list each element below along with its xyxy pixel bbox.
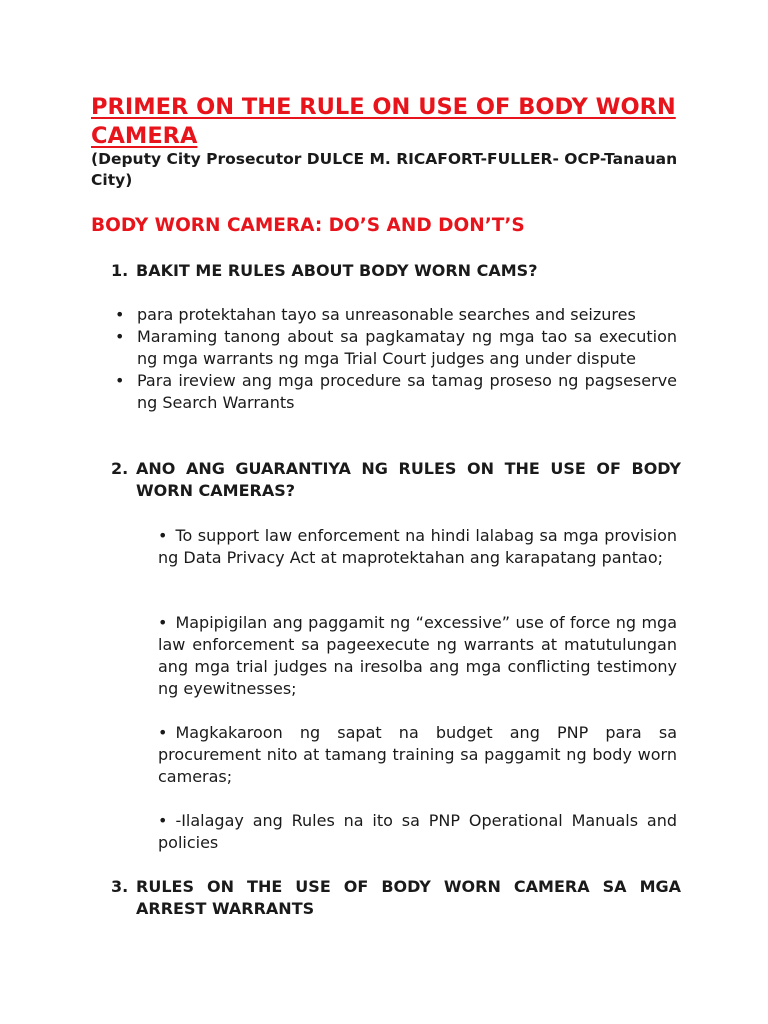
paragraph-text: Magkakaroon ng sapat na budget ang PNP para sa procurement nito at tamang training sa paggamit ng body worn cameras; <box>158 723 677 786</box>
bullet-icon: • <box>115 371 125 390</box>
question-number: 1. <box>111 261 129 280</box>
bullet-icon: • <box>115 305 125 324</box>
bullet-icon: • <box>158 613 168 632</box>
guarantee-paragraph <box>158 722 677 788</box>
bullet-item <box>114 304 677 326</box>
guarantee-paragraph <box>158 525 677 569</box>
bullet-icon: • <box>115 327 125 346</box>
bullet-text: para protektahan tayo sa unreasonable searches and seizures <box>137 305 636 324</box>
paragraph-text: To support law enforcement na hindi lalabag sa mga provision ng Data Privacy Act at maprotektahan ang karapatang pantao; <box>158 526 677 567</box>
bullet-icon: • <box>158 526 168 545</box>
guarantee-paragraph <box>158 612 677 700</box>
question-2-heading <box>111 458 681 502</box>
bullet-text: Para ireview ang mga procedure sa tamag proseso ng pagseserve ng Search Warrants <box>137 371 677 412</box>
document-subtitle: (Deputy City Prosecutor DULCE M. RICAFORT-FULLER- OCP-Tanauan City) <box>91 150 678 189</box>
question-number: 2. <box>111 459 129 478</box>
question-text: BAKIT ME RULES ABOUT BODY WORN CAMS? <box>136 261 538 280</box>
bullet-icon: • <box>158 723 168 742</box>
document-title: PRIMER ON THE RULE ON USE OF BODY WORN CAMERA <box>91 94 676 149</box>
question-1-bullet-list <box>114 304 677 414</box>
question-1-heading <box>111 260 681 282</box>
bullet-text: Maraming tanong about sa pagkamatay ng mga tao sa execution ng mga warrants ng mga Trial Court judges ang under dispute <box>137 327 677 368</box>
section-heading: BODY WORN CAMERA: DO’S AND DON’T’S <box>91 215 525 236</box>
bullet-item <box>114 370 677 414</box>
question-number: 3. <box>111 877 129 896</box>
bullet-item <box>114 326 677 370</box>
guarantee-paragraph <box>158 810 677 854</box>
question-text: ANO ANG GUARANTIYA NG RULES ON THE USE OF BODY WORN CAMERAS? <box>136 459 681 500</box>
question-3-heading <box>111 876 681 920</box>
paragraph-text: -Ilalagay ang Rules na ito sa PNP Operational Manuals and policies <box>158 811 677 852</box>
question-text: RULES ON THE USE OF BODY WORN CAMERA SA MGA ARREST WARRANTS <box>136 877 681 918</box>
paragraph-text: Mapipigilan ang paggamit ng “excessive” use of force ng mga law enforcement sa pageexecute ng warrants at matutulungan ang mga trial judges na iresolba ang mga conflicting testimony ng eyewitnesses; <box>158 613 677 698</box>
bullet-icon: • <box>158 811 168 830</box>
